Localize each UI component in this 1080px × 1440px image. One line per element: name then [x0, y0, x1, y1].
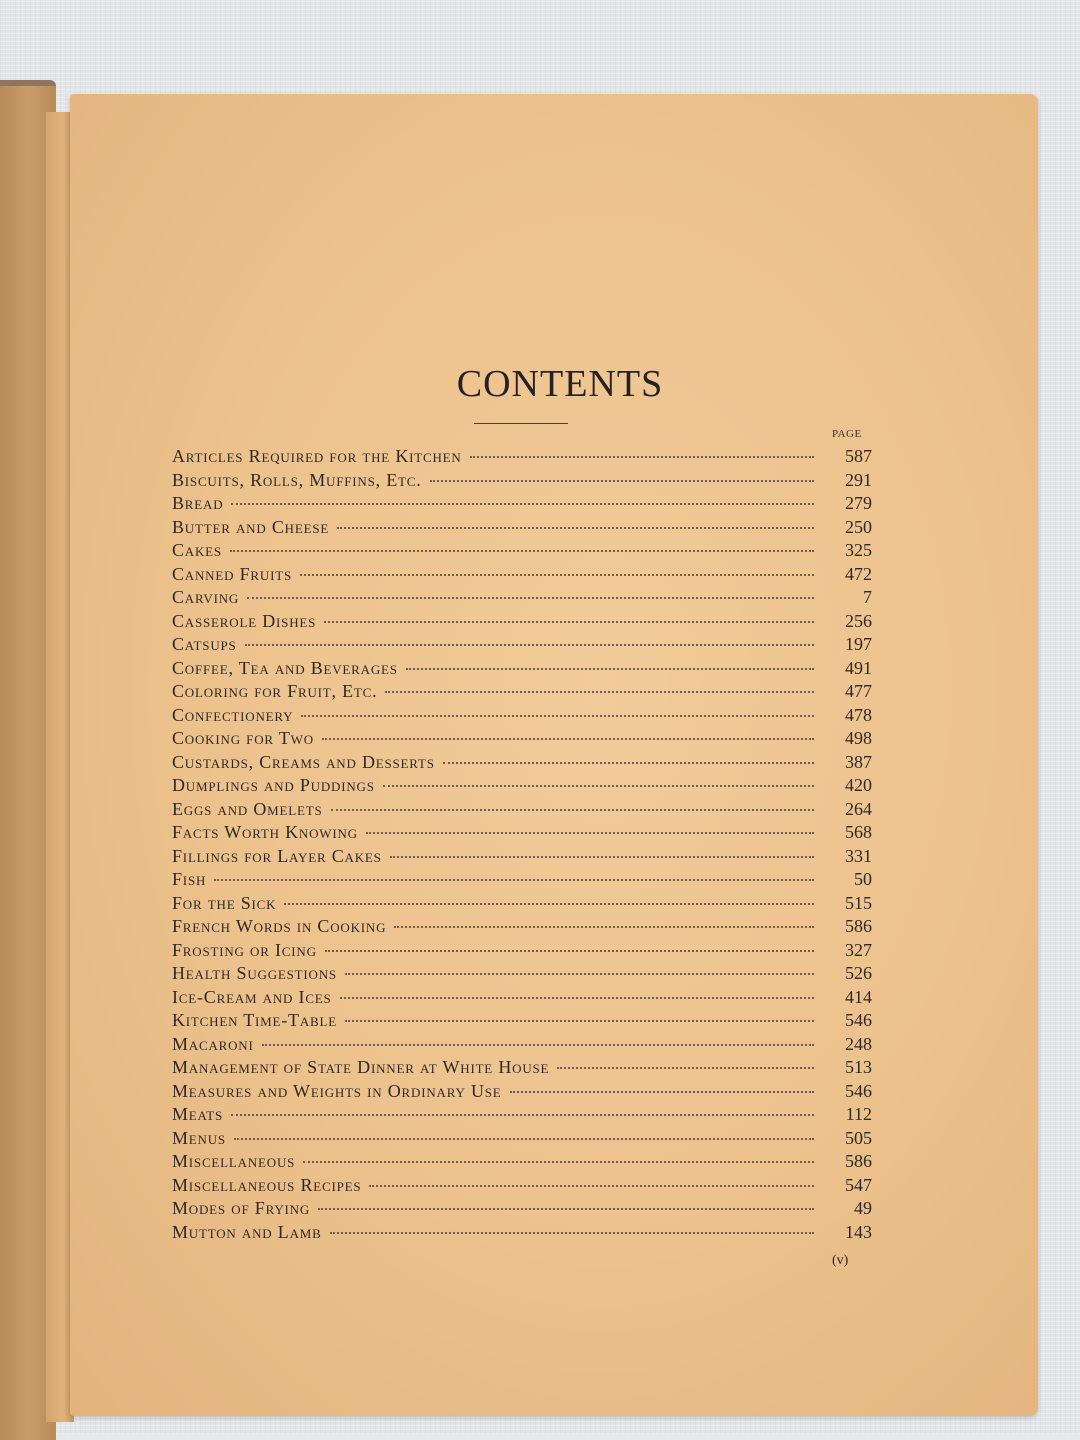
- entry-title: Confectionery: [172, 704, 294, 725]
- entry-page-number: 143: [845, 1221, 872, 1242]
- entry-page-number: 7: [863, 587, 872, 607]
- toc-entry: [172, 470, 872, 494]
- entry-title: Fish: [172, 869, 207, 889]
- toc-entry: [172, 987, 872, 1011]
- entry-title: Kitchen Time-Table: [172, 1010, 337, 1030]
- dot-leader: [284, 903, 814, 905]
- entry-page-number: 568: [845, 822, 872, 842]
- entry-page-number: 586: [845, 916, 872, 936]
- dot-leader: [394, 926, 814, 928]
- dot-leader: [443, 762, 814, 764]
- entry-page-number: 586: [845, 1151, 872, 1171]
- dot-leader: [369, 1185, 814, 1187]
- entry-page-number: 291: [845, 469, 872, 490]
- toc-entry: [172, 940, 872, 964]
- entry-page-number: 197: [845, 634, 872, 654]
- toc-entry: [172, 634, 872, 658]
- entry-title: Ice-Cream and Ices: [172, 986, 332, 1007]
- entry-page-number: 279: [845, 493, 872, 513]
- entry-title: Measures and Weights in Ordinary Use: [172, 1080, 502, 1101]
- entry-title: Miscellaneous Recipes: [172, 1174, 362, 1195]
- entry-title: Articles Required for the Kitchen: [172, 446, 462, 466]
- dot-leader: [245, 644, 814, 646]
- toc-entry: [172, 775, 872, 799]
- entry-title: Biscuits, Rolls, Muffins, Etc.: [172, 469, 422, 490]
- entry-title: Cooking for Two: [172, 728, 314, 748]
- dot-leader: [557, 1067, 814, 1069]
- entry-title: Bread: [172, 493, 224, 513]
- entry-page-number: 491: [845, 657, 872, 678]
- entry-title: Facts Worth Knowing: [172, 822, 358, 842]
- toc-entry: [172, 1104, 872, 1128]
- entry-title: Dumplings and Puddings: [172, 775, 375, 795]
- dot-leader: [385, 691, 814, 693]
- title-rule: [474, 423, 568, 424]
- entry-title: Canned Fruits: [172, 563, 292, 584]
- dot-leader: [300, 574, 814, 576]
- toc-entry: [172, 1151, 872, 1175]
- toc-entry: [172, 728, 872, 752]
- entry-title: Management of State Dinner at White House: [172, 1057, 550, 1077]
- toc-entry: [172, 1175, 872, 1199]
- entry-page-number: 478: [845, 704, 872, 725]
- toc-entry: [172, 564, 872, 588]
- dot-leader: [262, 1044, 814, 1046]
- toc-entry: [172, 846, 872, 870]
- page-column-label: PAGE: [832, 428, 862, 440]
- entry-title: Catsups: [172, 634, 237, 654]
- dot-leader: [301, 715, 814, 717]
- entry-page-number: 50: [854, 869, 872, 889]
- toc-entry: [172, 822, 872, 846]
- toc-entry: [172, 1034, 872, 1058]
- toc-entry: [172, 799, 872, 823]
- entry-title: Miscellaneous: [172, 1151, 296, 1171]
- entry-title: Cakes: [172, 540, 222, 560]
- entry-page-number: 325: [845, 540, 872, 560]
- dot-leader: [331, 809, 814, 811]
- dot-leader: [231, 503, 814, 505]
- entry-page-number: 327: [845, 939, 872, 960]
- entry-page-number: 546: [845, 1080, 872, 1101]
- toc-entry: [172, 705, 872, 729]
- entry-page-number: 587: [845, 446, 872, 466]
- dot-leader: [234, 1138, 814, 1140]
- toc-entry: [172, 540, 872, 564]
- dot-leader: [303, 1161, 814, 1163]
- entry-title: Custards, Creams and Desserts: [172, 751, 435, 772]
- toc-entry: [172, 681, 872, 705]
- toc-entry: [172, 963, 872, 987]
- entry-title: Frosting or Icing: [172, 939, 317, 960]
- entry-page-number: 248: [845, 1033, 872, 1054]
- toc-entry: [172, 493, 872, 517]
- entry-page-number: 498: [845, 728, 872, 748]
- dot-leader: [247, 597, 814, 599]
- entry-page-number: 250: [845, 516, 872, 537]
- toc-entry: [172, 1128, 872, 1152]
- dot-leader: [390, 856, 814, 858]
- entry-title: Mutton and Lamb: [172, 1221, 322, 1242]
- dot-leader: [324, 621, 814, 623]
- entry-page-number: 513: [845, 1057, 872, 1077]
- dot-leader: [325, 950, 814, 952]
- entry-page-number: 526: [845, 963, 872, 983]
- entry-title: Fillings for Layer Cakes: [172, 845, 382, 866]
- toc-entry: [172, 752, 872, 776]
- toc-entry: [172, 658, 872, 682]
- entry-title: French Words in Cooking: [172, 916, 387, 936]
- dot-leader: [318, 1208, 814, 1210]
- entry-page-number: 387: [845, 751, 872, 772]
- toc-entry: [172, 893, 872, 917]
- entry-title: Modes of Frying: [172, 1198, 311, 1218]
- entry-title: Meats: [172, 1104, 224, 1124]
- toc-entry: [172, 1198, 872, 1222]
- toc-entry: [172, 1057, 872, 1081]
- dot-leader: [366, 832, 814, 834]
- entry-page-number: 331: [845, 845, 872, 866]
- entry-page-number: 505: [845, 1127, 872, 1148]
- entry-title: Menus: [172, 1127, 226, 1148]
- page-folio: (v): [832, 1253, 849, 1268]
- dot-leader: [510, 1091, 814, 1093]
- toc-entry: [172, 869, 872, 893]
- toc-entry: [172, 517, 872, 541]
- entry-page-number: 112: [845, 1104, 872, 1124]
- dot-leader: [430, 480, 814, 482]
- toc-entry: [172, 1081, 872, 1105]
- entry-page-number: 546: [845, 1010, 872, 1030]
- entry-page-number: 264: [845, 798, 872, 819]
- dot-leader: [322, 738, 814, 740]
- dot-leader: [406, 668, 814, 670]
- dot-leader: [345, 1020, 814, 1022]
- toc-entry: [172, 916, 872, 940]
- entry-page-number: 472: [845, 563, 872, 584]
- entry-page-number: 414: [845, 986, 872, 1007]
- entry-title: For the Sick: [172, 892, 277, 913]
- dot-leader: [330, 1232, 814, 1234]
- entry-title: Carving: [172, 587, 240, 607]
- toc-entry: [172, 587, 872, 611]
- table-of-contents: [172, 446, 872, 1245]
- entry-title: Macaroni: [172, 1033, 254, 1054]
- dot-leader: [230, 550, 814, 552]
- toc-entry: [172, 1010, 872, 1034]
- dot-leader: [231, 1114, 814, 1116]
- entry-page-number: 49: [854, 1198, 872, 1218]
- entry-title: Butter and Cheese: [172, 516, 330, 537]
- entry-page-number: 477: [845, 681, 872, 701]
- toc-entry: [172, 611, 872, 635]
- entry-title: Casserole Dishes: [172, 610, 317, 631]
- dot-leader: [340, 997, 814, 999]
- entry-page-number: 256: [845, 610, 872, 631]
- entry-page-number: 420: [845, 775, 872, 795]
- entry-title: Health Suggestions: [172, 963, 337, 983]
- entry-title: Coloring for Fruit, Etc.: [172, 681, 378, 701]
- page-title: CONTENTS: [456, 363, 664, 405]
- dot-leader: [383, 785, 814, 787]
- toc-entry: [172, 1222, 872, 1246]
- entry-title: Coffee, Tea and Beverages: [172, 657, 398, 678]
- dot-leader: [345, 973, 814, 975]
- dot-leader: [470, 456, 814, 458]
- toc-entry: [172, 446, 872, 470]
- entry-page-number: 515: [845, 892, 872, 913]
- entry-title: Eggs and Omelets: [172, 798, 323, 819]
- dot-leader: [214, 879, 814, 881]
- entry-page-number: 547: [845, 1174, 872, 1195]
- dot-leader: [337, 527, 814, 529]
